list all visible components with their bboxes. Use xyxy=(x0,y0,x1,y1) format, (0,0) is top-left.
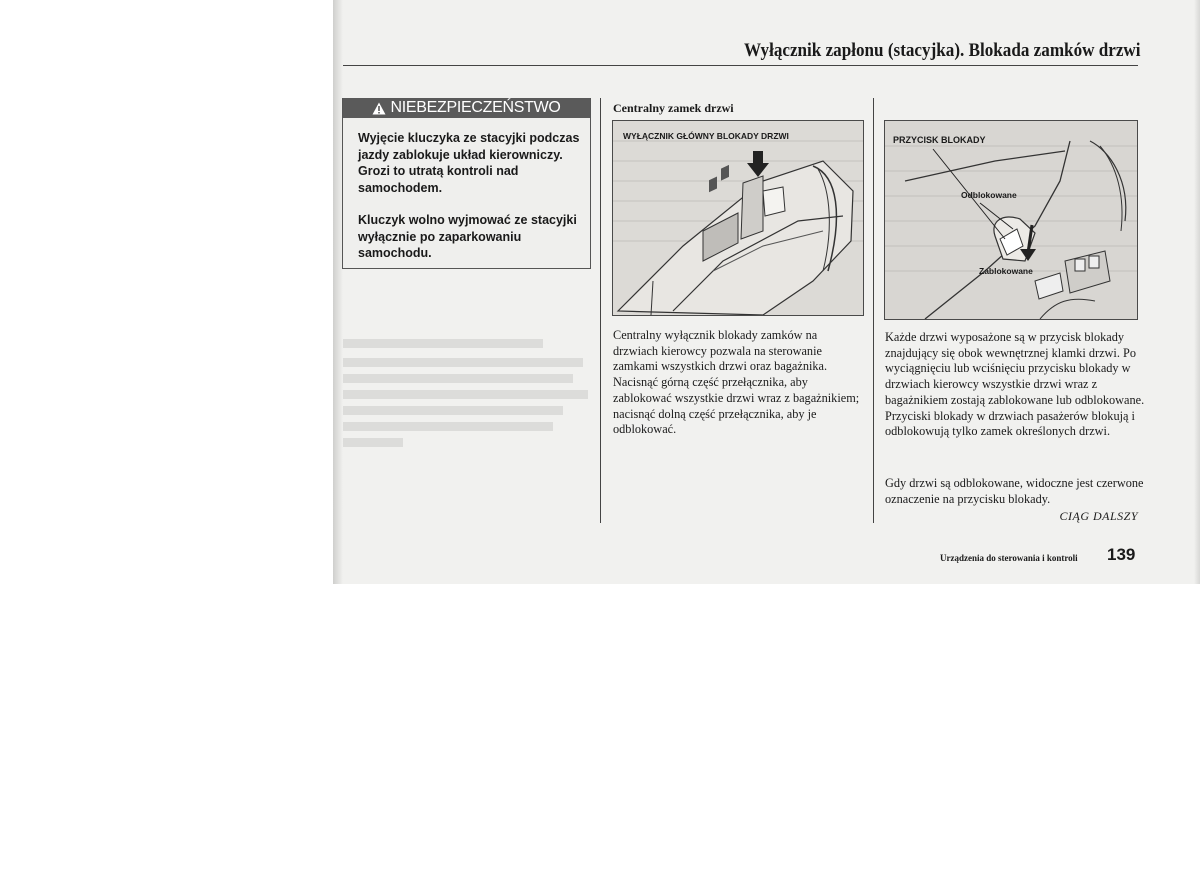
warning-paragraph-2: Kluczyk wolno wyjmować ze stacyjki wyłącznie po zaparkowaniu samochodu. xyxy=(358,213,577,260)
lock-button-text-1: Każde drzwi wyposażone są w przycisk blokady znajdujący się obok wewnętrznej klamki drzwi. Po wyciągnięciu lub wciśnięciu przycisku blokady w drzwiach kierowcy wszystkie drzwi wraz z bagażnikiem zostają zablokowane lub odblokowane. Przyciski blokady w drzwiach pasażerów blokują i odblokowują tylko zamek określonych drzwi. xyxy=(885,330,1145,439)
central-lock-text: Centralny wyłącznik blokady zamków na drzwiach kierowcy pozwala na sterowanie zamkami wszystkich drzwi oraz bagażnika. Nacisnąć górną część przełącznika, aby zablokować wszystkie drzwi wraz z bagażnikiem; nacisnąć dolną część przełącznika, aby je odblokować. xyxy=(613,328,860,437)
central-lock-heading: Centralny zamek drzwi xyxy=(613,101,734,115)
warning-box xyxy=(342,98,591,269)
column-divider-1 xyxy=(600,98,601,523)
footer-section-label: Urządzenia do sterowania i kontroli xyxy=(940,553,1078,563)
master-switch-figure xyxy=(612,120,864,316)
lock-button-illustration xyxy=(885,121,1137,319)
page-title: Wyłącznik zapłonu (stacyjka). Blokada zamków drzwi xyxy=(744,40,1141,61)
manual-page xyxy=(333,0,1200,584)
warning-label: NIEBEZPIECZEŃSTWO xyxy=(390,99,561,116)
warning-paragraph-1: Wyjęcie kluczyka ze stacyjki podczas jazdy zablokuje układ kierowniczy. Grozi to utratą kontroli nad samochodem. xyxy=(358,131,580,195)
warning-triangle-icon xyxy=(372,102,386,115)
lock-button-figure xyxy=(884,120,1138,320)
warning-header xyxy=(343,98,590,118)
door-switch-illustration xyxy=(613,121,863,315)
column-divider-2 xyxy=(873,98,874,523)
lock-button-label: PRZYCISK BLOKADY xyxy=(893,135,986,145)
master-switch-label: WYŁĄCZNIK GŁÓWNY BLOKADY DRZWI xyxy=(623,131,789,141)
page-spine-shadow xyxy=(333,0,343,584)
continued-label: CIĄG DALSZY xyxy=(1059,509,1138,523)
page-edge-shadow xyxy=(1194,0,1200,584)
show-through-shadow xyxy=(343,335,598,454)
lock-button-text-2: Gdy drzwi są odblokowane, widoczne jest czerwone oznaczenie na przycisku blokady. xyxy=(885,476,1144,506)
unlocked-label: Odblokowane xyxy=(961,190,1017,200)
title-rule xyxy=(343,65,1138,66)
page-number: 139 xyxy=(1107,545,1136,564)
locked-label: Zablokowane xyxy=(979,266,1033,276)
